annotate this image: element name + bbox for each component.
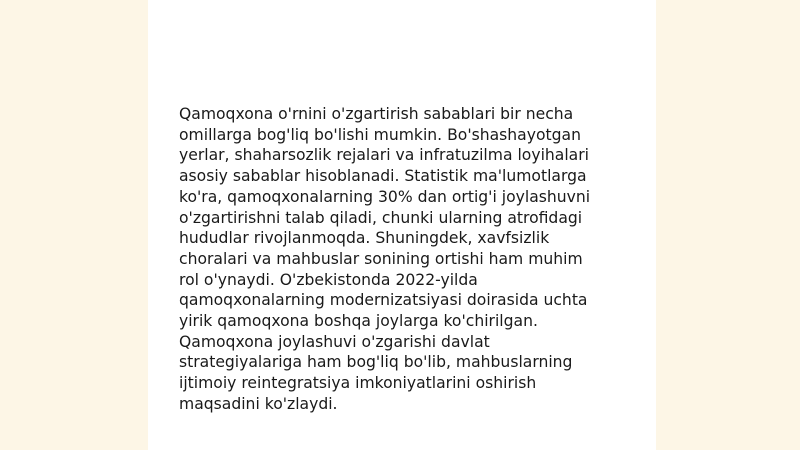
document-page [148,0,656,450]
body-paragraph: Qamoqxona o'rnini o'zgartirish sabablari bir necha omillarga bog'liq bo'lishi mumkin. Bo'shashayotgan yerlar, shaharsozlik rejalari va infratuzilma loyihalari asosiy sabablar hisoblanadi. Statistik ma'lumotlarga ko'ra, qamoqxonalarning 30% dan ortig'i joylashuvni o'zgartirishni talab qiladi, chunki ularning atrofidagi hududlar rivojlanmoqda. Shuningdek, xavfsizlik choralari va mahbuslar sonining ortishi ham muhim rol o'ynaydi. O'zbekistonda 2022-yilda qamoqxonalarning modernizatsiyasi doirasida uchta yirik qamoqxona boshqa joylarga ko'chirilgan. Qamoqxona joylashuvi o'zgarishi davlat strategiyalariga ham bog'liq bo'lib, mahbuslarning ijtimoiy reintegratsiya imkoniyatlarini oshirish maqsadini ko'zlaydi. [179,105,591,413]
